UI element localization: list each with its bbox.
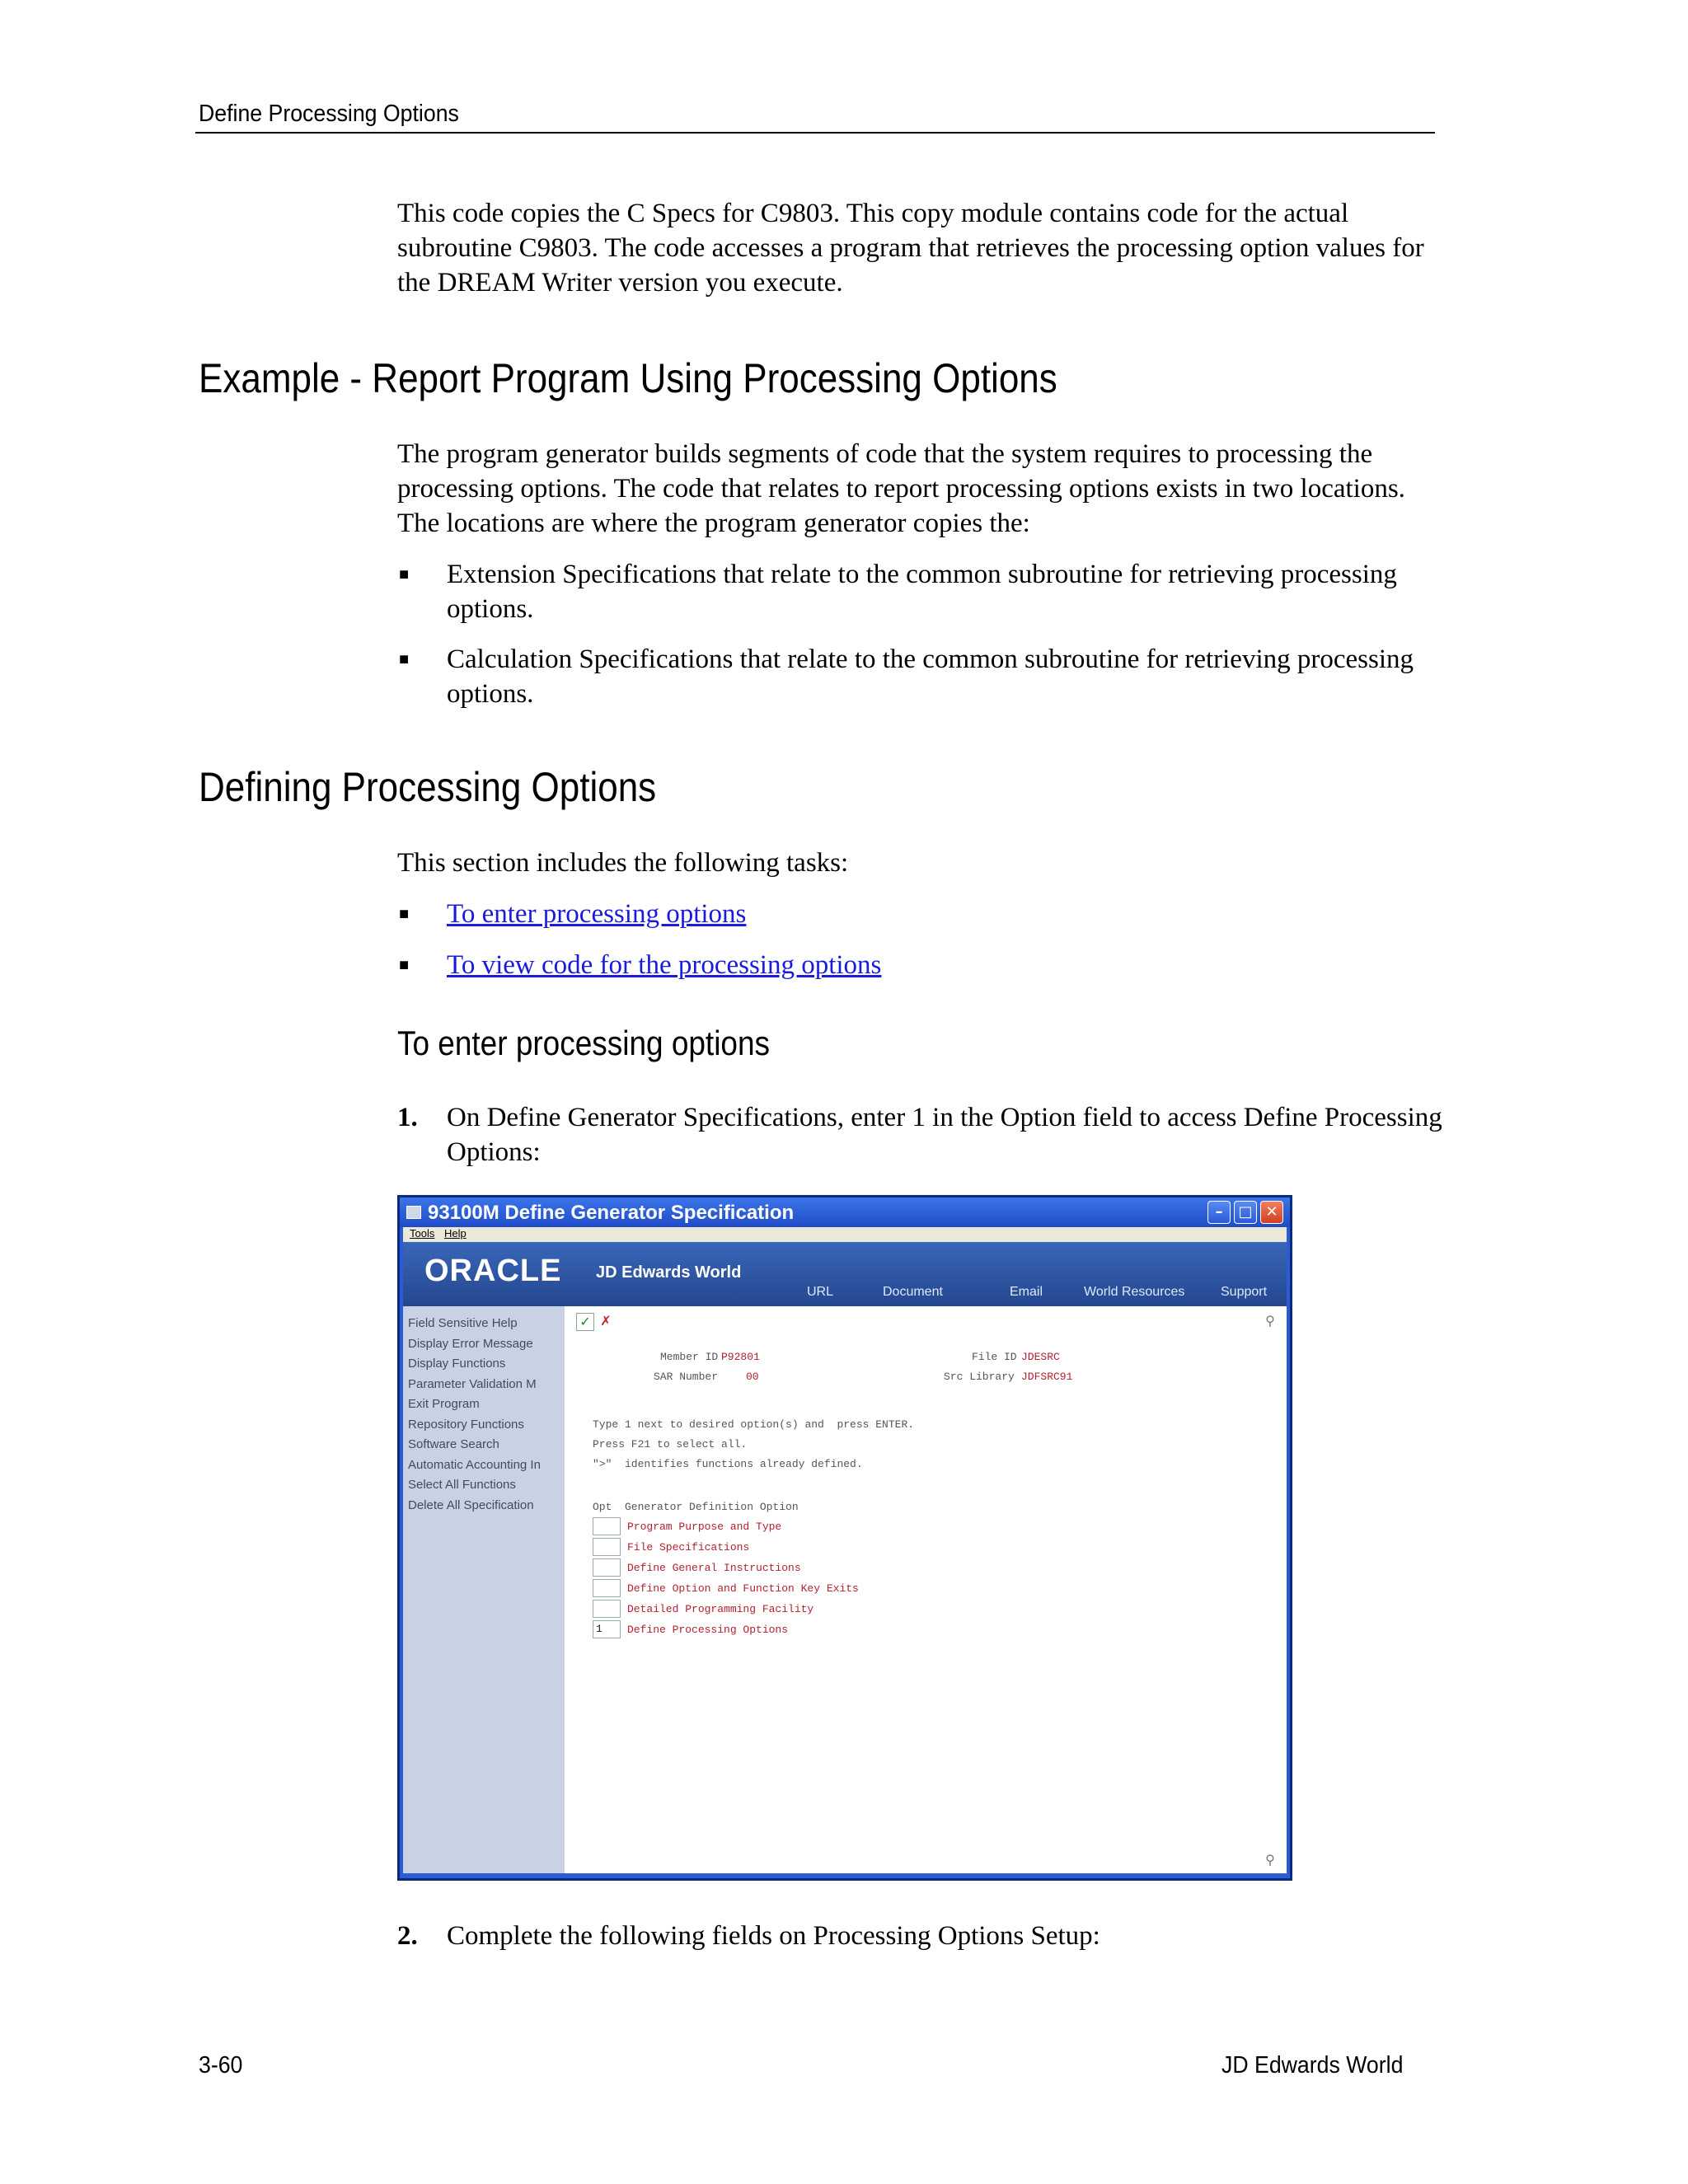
function-exits-pane [403,1306,565,1873]
cancel-x-icon[interactable]: ✗ [600,1313,612,1329]
footer-product: JD Edwards World [1221,2052,1404,2079]
exit-repository-functions[interactable]: Repository Functions [408,1418,524,1432]
step-text: On Define Generator Specifications, enter 1 in the Option field to access Define Processing Options: [447,1103,1442,1167]
ok-check-icon[interactable]: ✓ [576,1313,594,1331]
window-title: 93100M Define Generator Specification [428,1202,795,1224]
option-input[interactable]: 1 [593,1620,621,1638]
menu-tools[interactable]: Tools [410,1227,435,1240]
nav-document[interactable]: Document [883,1285,943,1299]
step-text: Complete the following fields on Processing Options Setup: [447,1921,1100,1951]
product-name: JD Edwards World [596,1263,742,1282]
task-heading: To enter processing options [397,1024,771,1062]
option-input[interactable] [593,1558,621,1577]
sar-number-label: SAR Number [654,1371,719,1383]
minimize-icon[interactable]: – [1207,1201,1231,1224]
zoom-icon[interactable]: ⚲ [1265,1852,1275,1868]
option-input[interactable] [593,1517,621,1535]
file-id-label: File ID [972,1351,1017,1363]
menu-bar [403,1227,1287,1242]
nav-support[interactable]: Support [1221,1285,1268,1299]
option-input[interactable] [593,1538,621,1556]
src-library-value[interactable]: JDFSRC91 [1021,1371,1073,1383]
exit-display-error-message[interactable]: Display Error Message [408,1337,533,1351]
step-number: 1. [397,1103,418,1132]
file-id-value[interactable]: JDESRC [1021,1351,1060,1363]
option-label: Define Processing Options [627,1624,789,1636]
app-window-screenshot [397,1195,1292,1881]
header-rule [195,132,1435,134]
section-heading-example: Example - Report Program Using Processing Options [199,355,1057,401]
maximize-icon[interactable]: □ [1234,1201,1257,1224]
search-icon[interactable]: ⚲ [1265,1313,1275,1329]
link-item [447,897,1444,931]
option-label: Program Purpose and Type [627,1521,782,1533]
nav-email[interactable]: Email [1010,1285,1043,1299]
section2-paragraph: This section includes the following tasks: [397,848,849,878]
link-view-code[interactable]: To view code for the processing options [447,950,882,980]
form-pane [565,1306,1287,1873]
instruction-line: Type 1 next to desired option(s) and press ENTER. [593,1418,915,1431]
bullet-item: Calculation Specifications that relate to the common subroutine for retrieving processing options. [447,644,1414,709]
page-number: 3-60 [199,2052,243,2079]
oracle-logo: ORACLE [424,1254,562,1288]
member-id-value[interactable]: P92801 [721,1351,760,1363]
exit-display-functions[interactable]: Display Functions [408,1357,506,1371]
table-header: Opt Generator Definition Option [593,1501,799,1513]
window-titlebar [400,1197,1290,1227]
nav-world-resources[interactable]: World Resources [1084,1285,1185,1299]
option-label: File Specifications [627,1541,750,1554]
nav-url[interactable]: URL [807,1285,834,1299]
exit-exit-program[interactable]: Exit Program [408,1397,480,1411]
option-label: Define General Instructions [627,1562,801,1574]
option-label: Define Option and Function Key Exits [627,1582,859,1595]
sar-number-value[interactable]: 00 [746,1371,759,1383]
member-id-label: Member ID [660,1351,719,1363]
intro-paragraph: This code copies the C Specs for C9803. This copy module contains code for the actual subroutine C9803. The code accesses a program that retrieves the processing option values for the DREAM Writer version you execute. [397,199,1424,298]
bullet-marker: ■ [399,650,410,668]
menu-help[interactable]: Help [443,1227,467,1240]
option-input[interactable] [593,1579,621,1597]
exit-field-sensitive-help[interactable]: Field Sensitive Help [408,1316,518,1330]
bullet-item: Extension Specifications that relate to the common subroutine for retrieving processing options. [447,560,1397,624]
exit-automatic-accounting[interactable]: Automatic Accounting In [408,1458,541,1472]
running-head: Define Processing Options [199,101,459,127]
exit-parameter-validation[interactable]: Parameter Validation M [408,1377,537,1391]
close-icon[interactable]: ✕ [1260,1201,1283,1224]
bullet-marker: ■ [399,565,410,583]
option-input[interactable] [593,1600,621,1618]
exit-software-search[interactable]: Software Search [408,1437,499,1451]
link-enter-processing-options[interactable]: To enter processing options [447,899,747,929]
src-library-label: Src Library [944,1371,1015,1383]
exit-select-all-functions[interactable]: Select All Functions [408,1478,516,1492]
option-label: Detailed Programming Facility [627,1603,814,1615]
section1-paragraph: The program generator builds segments of code that the system requires to processing the processing options. The code that relates to report processing options exists in two locations. The locations are where the program generator copies the: [397,439,1405,538]
bullet-marker: ■ [399,905,410,923]
instruction-line: ">" identifies functions already defined. [593,1458,863,1470]
oracle-banner [403,1242,1287,1306]
link-item [447,948,1444,982]
bullet-marker: ■ [399,956,410,974]
section-heading-defining: Defining Processing Options [199,764,657,810]
step-number: 2. [397,1921,418,1951]
exit-delete-all-specifications[interactable]: Delete All Specification [408,1498,534,1512]
app-icon [406,1206,421,1219]
instruction-line: Press F21 to select all. [593,1438,748,1451]
